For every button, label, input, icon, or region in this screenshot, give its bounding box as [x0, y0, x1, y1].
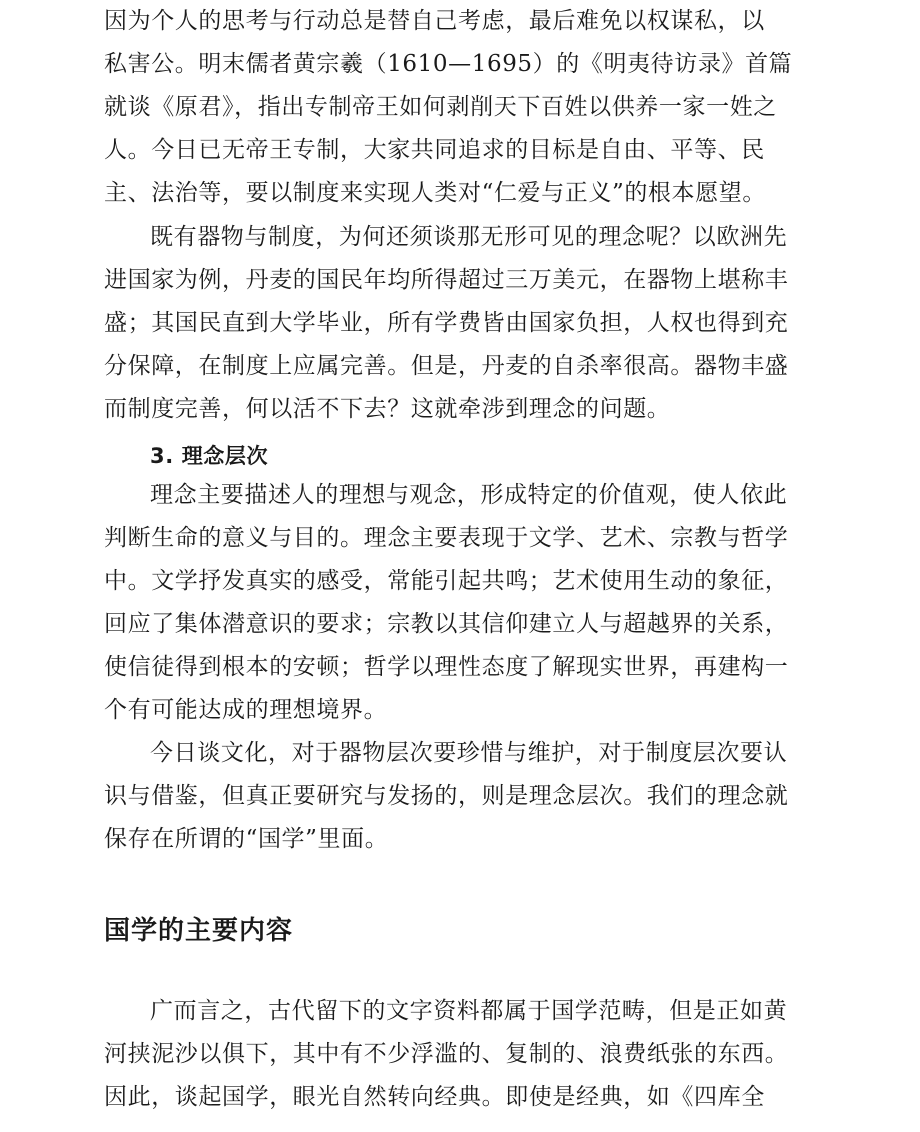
paragraph-2 — [104, 216, 816, 431]
paragraph-line: 既有器物与制度，为何还须谈那无形可见的理念呢？以欧洲先 — [150, 224, 788, 250]
paragraph-line: 今日谈文化，对于器物层次要珍惜与维护，对于制度层次要认 — [150, 740, 788, 766]
paragraph-1 — [104, 0, 816, 215]
paragraph-line: 识与借鉴，但真正要研究与发扬的，则是理念层次。我们的理念就 — [104, 783, 789, 809]
paragraph-line: 盛；其国民直到大学毕业，所有学费皆由国家负担，人权也得到充 — [104, 310, 789, 336]
paragraph-line: 就谈《原君》，指出专制帝王如何剥削天下百姓以供养一家一姓之 — [104, 94, 777, 120]
paragraph-line: 中。文学抒发真实的感受，常能引起共鸣；艺术使用生动的象征， — [104, 568, 789, 594]
paragraph-line: 分保障，在制度上应属完善。但是，丹麦的自杀率很高。器物丰盛 — [104, 353, 789, 379]
paragraph-line: 人。今日已无帝王专制，大家共同追求的目标是自由、平等、民 — [104, 137, 765, 163]
paragraph-line: 而制度完善，何以活不下去？这就牵涉到理念的问题。 — [104, 396, 671, 422]
paragraph-line: 因此，谈起国学，眼光自然转向经典。即使是经典，如《四库全 — [104, 1084, 765, 1110]
paragraph-line: 因为个人的思考与行动总是替自己考虑，最后难免以权谋私，以 — [104, 8, 765, 34]
paragraph-line: 使信徒得到根本的安顿；哲学以理性态度了解现实世界，再建构一 — [104, 654, 789, 680]
subheading-idea-level: 3. 理念层次 — [150, 444, 269, 468]
paragraph-4 — [104, 732, 816, 861]
paragraph-line: 广而言之，古代留下的文字资料都属于国学范畴，但是正如黄 — [150, 998, 788, 1024]
paragraph-line: 判断生命的意义与目的。理念主要表现于文学、艺术、宗教与哲学 — [104, 525, 789, 551]
paragraph-line: 个有可能达成的理想境界。 — [104, 697, 388, 723]
paragraph-line: 进国家为例，丹麦的国民年均所得超过三万美元，在器物上堪称丰 — [104, 267, 789, 293]
paragraph-5 — [104, 990, 816, 1119]
paragraph-line: 河挟泥沙以俱下，其中有不少浮滥的、复制的、浪费纸张的东西。 — [104, 1041, 789, 1067]
paragraph-line: 私害公。明末儒者黄宗羲（1610—1695）的《明夷待访录》首篇 — [104, 51, 793, 77]
paragraph-line: 理念主要描述人的理想与观念，形成特定的价值观，使人依此 — [150, 482, 788, 508]
paragraph-line: 回应了集体潜意识的要求；宗教以其信仰建立人与超越界的关系， — [104, 611, 789, 637]
section-title: 国学的主要内容 — [104, 916, 294, 946]
paragraph-line: 主、法治等，要以制度来实现人类对“仁爱与正义”的根本愿望。 — [104, 180, 766, 206]
paragraph-3 — [104, 474, 816, 732]
paragraph-line: 保存在所谓的“国学”里面。 — [104, 826, 389, 852]
